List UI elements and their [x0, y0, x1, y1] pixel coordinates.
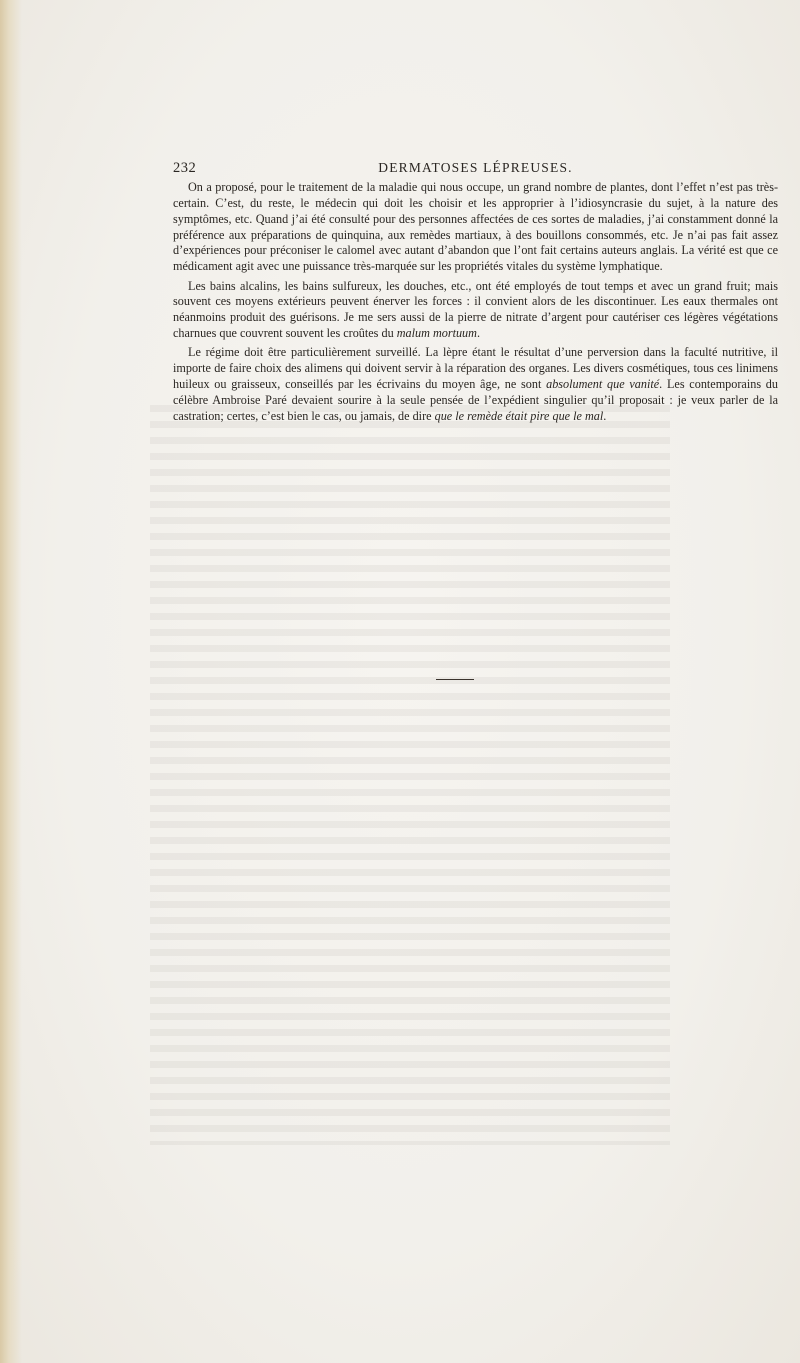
show-through-text	[150, 405, 670, 1145]
paragraph	[173, 345, 778, 424]
text-run: .	[603, 408, 607, 423]
italic-phrase: malum mortuum	[396, 326, 477, 341]
italic-phrase: que le remède était pire que le mal	[434, 408, 604, 423]
paragraph	[173, 279, 778, 342]
running-title: DERMATOSES LÉPREUSES.	[378, 160, 573, 175]
body-text	[173, 180, 778, 428]
text-run: .	[476, 326, 481, 341]
italic-phrase: absolument que vanité	[546, 377, 660, 392]
text-run: . Les contemporains du célèbre Ambroise Paré devaient sourire à la seule pensée de l’expédient singulier qu’il proposait : je veux parler de la castration; certes, c’est bien le cas, ou jamais, de dire	[173, 377, 778, 423]
page-number: 232	[173, 160, 197, 176]
text-run: Les bains alcalins, les bains sulfureux, les douches, etc., ont été employés de tout temps et avec un grand fruit; mais souvent ces moyens extérieurs peuvent énerver les forces : il convient alors de les discontinuer. Les eaux thermales ont néanmoins produit des guérisons. Je me sers aussi de la pierre de nitrate d’argent pour cautériser ces légères végétations charnues que couvrent souvent les croûtes du	[173, 278, 778, 341]
paper-edge	[0, 0, 22, 1363]
text-run: On a proposé, pour le traitement de la maladie qui nous occupe, un grand nombre de plantes, dont l’effet n’est pas très-certain. C’est, du reste, le médecin qui doit les choisir et les approprier à l’idiosyncrasie du sujet, à la nature des symptômes, etc. Quand j’ai été consulté pour des personnes affectées de ces sortes de maladies, j’ai constamment donné la préférence aux préparations de quinquina, aux remèdes martiaux, à des bouillons consommés, etc. Je n’ai pas fait assez d’expériences pour préconiser le calomel avec autant d’abandon que l’ont fait certains auteurs anglais. La vérité est que ce médicament agit avec une puissance très-marquée sur les propriétés vitales du système lymphatique.	[173, 180, 778, 274]
page-header	[173, 160, 778, 180]
text-run: Le régime doit être particulièrement surveillé. La lèpre étant le résultat d’une perversion dans la faculté nutritive, il importe de faire choix des alimens qui doivent servir à la réparation des organes. Les divers cosmétiques, tous ces linimens huileux ou graisseux, conseillés par les écrivains du moyen âge, ne sont	[173, 345, 778, 392]
paragraph	[173, 180, 778, 275]
end-rule	[436, 679, 474, 680]
